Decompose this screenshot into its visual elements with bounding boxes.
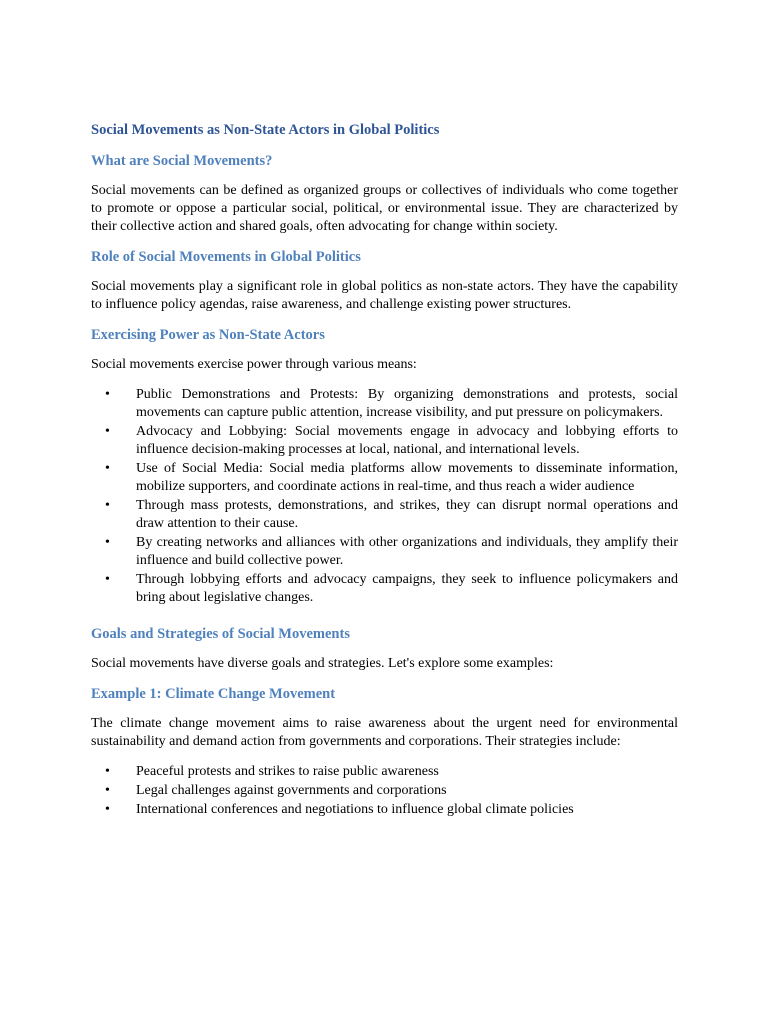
- paragraph-definition: Social movements can be defined as organized groups or collectives of individuals who come together to promote or oppose a particular social, political, or environmental issue. They are characterized by their collective action and shared goals, often advocating for change within society.: [91, 183, 678, 234]
- list-item-text: Use of Social Media: Social media platforms allow movements to disseminate information, mobilize supporters, and coordinate actions in real-time, and thus reach a wider audience: [136, 461, 678, 494]
- list-item-text: Legal challenges against governments and corporations: [136, 783, 447, 798]
- list-item-text: Advocacy and Lobbying: Social movements engage in advocacy and lobbying efforts to influence decision-making processes at local, national, and international levels.: [136, 424, 678, 457]
- document-title: Social Movements as Non-State Actors in Global Politics: [91, 122, 440, 138]
- paragraph-role: Social movements play a significant role in global politics as non-state actors. They have the capability to influence policy agendas, raise awareness, and challenge existing power structures.: [91, 279, 678, 312]
- paragraph-goals: Social movements have diverse goals and strategies. Let's explore some examples:: [91, 656, 554, 671]
- heading-example-climate: Example 1: Climate Change Movement: [91, 686, 336, 702]
- bullet-icon: •: [105, 764, 110, 779]
- bullet-icon: •: [105, 498, 110, 513]
- bullet-icon: •: [105, 461, 110, 476]
- list-item: [91, 801, 678, 819]
- bullet-icon: •: [105, 387, 110, 402]
- heading-exercising-power: Exercising Power as Non-State Actors: [91, 327, 325, 343]
- list-item-text: Public Demonstrations and Protests: By organizing demonstrations and protests, social movements can capture public attention, increase visibility, and put pressure on policymakers.: [136, 387, 678, 420]
- bullet-icon: •: [105, 783, 110, 798]
- bullet-icon: •: [105, 802, 110, 817]
- bullet-icon: •: [105, 572, 110, 587]
- list-item: [91, 571, 678, 607]
- bullet-icon: •: [105, 535, 110, 550]
- list-item: [91, 534, 678, 570]
- list-item: [91, 386, 678, 422]
- list-item-text: Peaceful protests and strikes to raise public awareness: [136, 764, 439, 779]
- list-item: [91, 782, 678, 800]
- paragraph-climate: The climate change movement aims to raise awareness about the urgent need for environmental sustainability and demand action from governments and corporations. Their strategies include:: [91, 716, 678, 749]
- power-list: [91, 386, 678, 607]
- climate-strategies-list: [91, 763, 678, 819]
- list-item: [91, 423, 678, 459]
- list-item: [91, 763, 678, 781]
- list-item: [91, 460, 678, 496]
- list-item: [91, 497, 678, 533]
- heading-goals-and-strategies: Goals and Strategies of Social Movements: [91, 626, 350, 642]
- list-item-text: Through mass protests, demonstrations, and strikes, they can disrupt normal operations and draw attention to their cause.: [136, 498, 678, 531]
- bullet-icon: •: [105, 424, 110, 439]
- heading-role-in-global-politics: Role of Social Movements in Global Politics: [91, 249, 361, 265]
- list-item-text: By creating networks and alliances with other organizations and individuals, they amplify their influence and build collective power.: [136, 535, 678, 568]
- document-page: [91, 121, 678, 831]
- paragraph-power-intro: Social movements exercise power through various means:: [91, 357, 417, 372]
- list-item-text: International conferences and negotiations to influence global climate policies: [136, 802, 574, 817]
- list-item-text: Through lobbying efforts and advocacy campaigns, they seek to influence policymakers and bring about legislative changes.: [136, 572, 678, 605]
- heading-what-are-social-movements: What are Social Movements?: [91, 153, 273, 169]
